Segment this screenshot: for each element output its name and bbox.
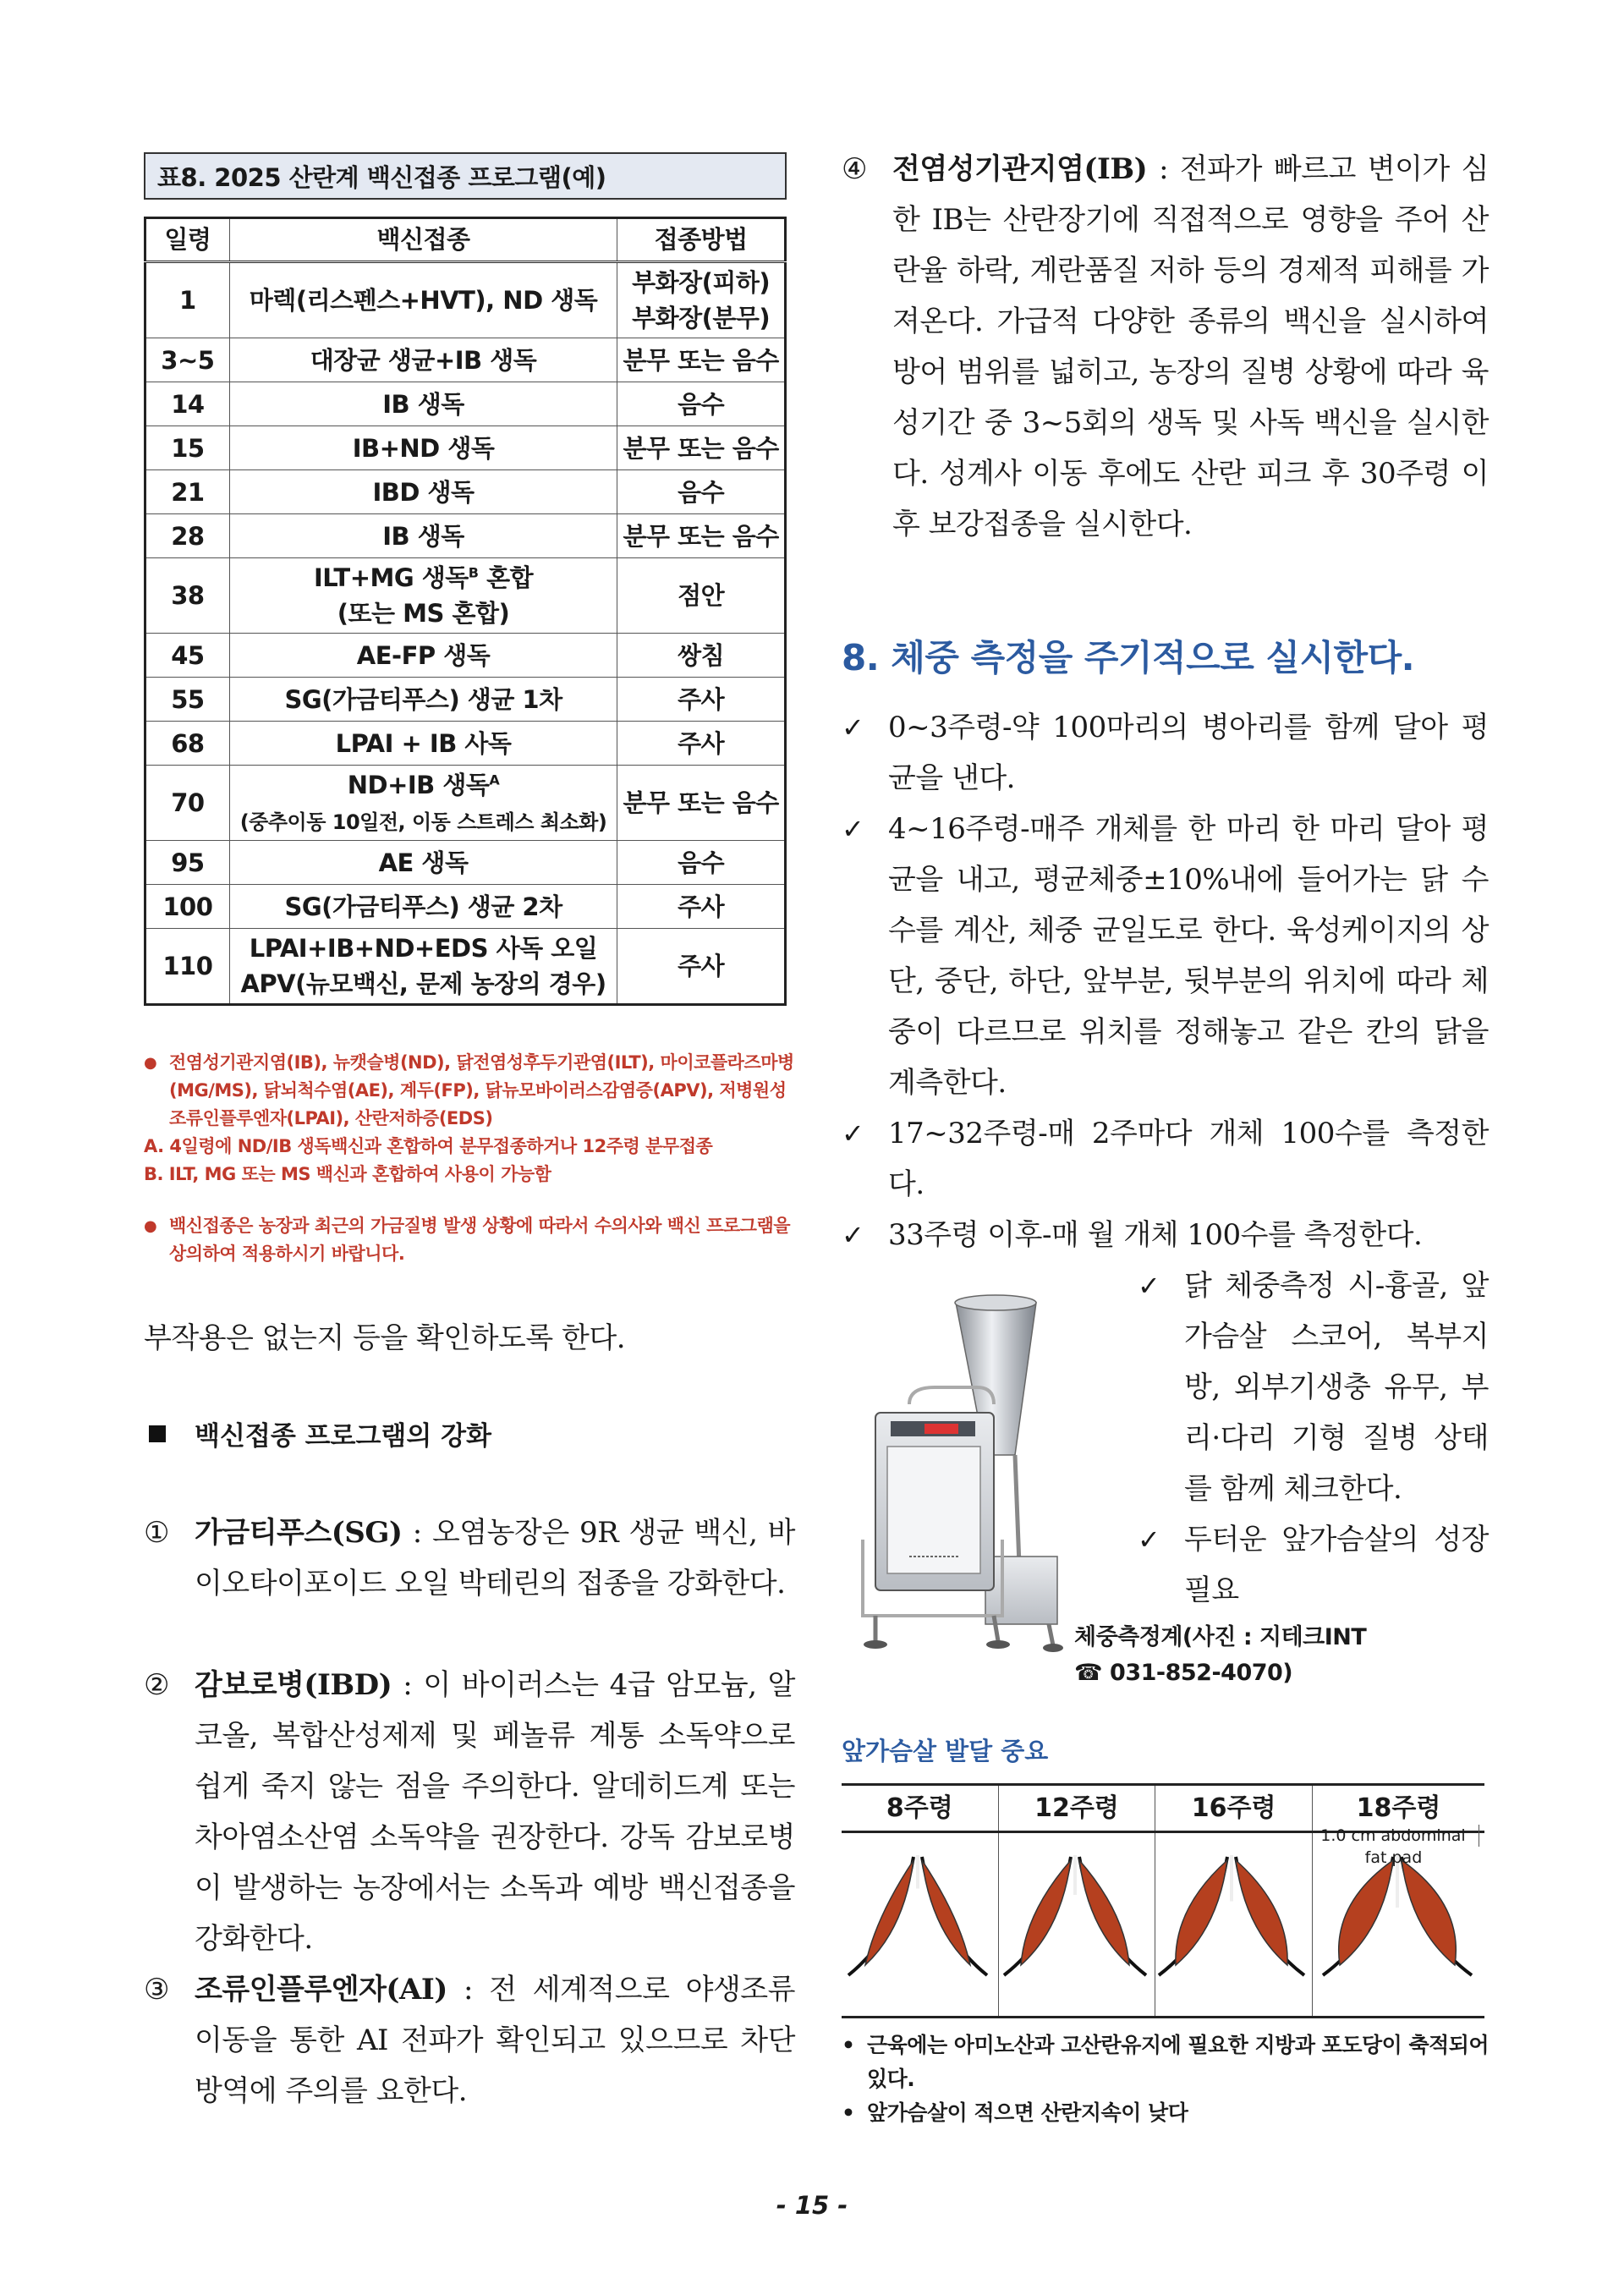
cell-vaccine: IB+ND 생독: [229, 426, 617, 470]
item-number: ②: [144, 1668, 170, 1702]
table-row: [145, 382, 786, 426]
table-row: [145, 722, 786, 766]
item-number: ③: [144, 1973, 170, 2007]
continued-text: 부작용은 없는지 등을 확인하도록 한다.: [144, 1321, 626, 1355]
item-number: ④: [842, 152, 868, 186]
item-description: : 전 세계적으로 야생조류 이동을 통한 AI 전파가 확인되고 있으므로 차단방역에 주의를 요한다.: [195, 1973, 795, 2108]
cell-method: 부화장(피하) 부화장(분무): [617, 262, 786, 338]
check-item: [842, 1210, 1489, 1260]
cell-age: 100: [145, 885, 230, 929]
breast-notes: [842, 2029, 1501, 2130]
header-16-weeks: 16주령: [1155, 1786, 1313, 1831]
vaccine-name: ILT+MG 생독: [313, 563, 469, 593]
square-bullet-icon: [149, 1425, 166, 1442]
header-18-weeks: 18주령: [1356, 1793, 1441, 1823]
vaccine-alt: (또는 MS 혼합): [337, 599, 510, 629]
item-number: ①: [144, 1516, 170, 1550]
breast-muscle-left: [1021, 1860, 1071, 1965]
cell-vaccine: AE-FP 생독: [229, 634, 617, 678]
bullet-icon: ●: [144, 1217, 157, 1235]
check-text: 0~3주령-약 100마리의 병아리를 함께 달아 평균을 낸다.: [888, 711, 1489, 795]
cell-vaccine: LPAI + IB 사독: [229, 722, 617, 766]
scale-caption-line1: 체중측정계(사진 : 지테크INT: [1074, 1624, 1367, 1650]
cell-vaccine: AE 생독: [229, 841, 617, 885]
cell-method: 주사: [617, 929, 786, 1005]
scale-caption-line2: ☎ 031-852-4070): [1074, 1660, 1293, 1686]
item-description: : 오염농장은 9R 생균 백신, 바이오타이포이드 오일 박테린의 접종을 강화한다.: [195, 1516, 795, 1600]
note-b: B. ILT, MG 또는 MS 백신과 혼합하여 사용이 가능함: [144, 1164, 551, 1184]
item-description: : 이 바이러스는 4급 암모늄, 알코올, 복합산성제제 및 페놀류 계통 소독약으로 쉽게 죽지 않는 점을 주의한다. 알데히드계 또는 차아염소산염 소독약을 권장한다. 강독 감보로병이 발생하는 농장에서는 소독과 예방 백신접종을 강화한다.: [195, 1668, 795, 1956]
check-item: [842, 804, 1489, 1108]
cell-method: 분무 또는 음수: [617, 514, 786, 558]
table-row: [145, 841, 786, 885]
check-icon: ✓: [842, 711, 864, 744]
table-row: [145, 426, 786, 470]
check-text: 33주령 이후-매 월 개체 100수를 측정한다.: [888, 1218, 1423, 1252]
table-row: [145, 929, 786, 1005]
bullet-icon: •: [842, 2100, 855, 2125]
check-text: 닭 체중측정 시-흉골, 앞가슴살 스코어, 복부지방, 외부기생충 유무, 부리·다리 기형 질병 상태를 함께 체크한다.: [1184, 1269, 1489, 1506]
header-8-weeks: 8주령: [842, 1786, 999, 1831]
breast-muscle-diagram: [999, 1833, 1151, 2016]
item-term: 조류인플루엔자(AI): [195, 1973, 447, 2007]
cell-vaccine: [229, 766, 617, 841]
item-text: [195, 1964, 795, 2117]
breast-cell: [842, 1833, 999, 2016]
cell-age: 55: [145, 678, 230, 722]
check-item: [842, 1108, 1489, 1210]
table-footnotes: [144, 1049, 795, 1268]
cell-method: 주사: [617, 722, 786, 766]
item-term: 가금티푸스(SG): [195, 1516, 403, 1550]
table-row: [145, 338, 786, 382]
table-title: 표8. 2025 산란계 백신접종 프로그램(예): [144, 152, 787, 200]
cell-method: 음수: [617, 841, 786, 885]
cell-age: 15: [145, 426, 230, 470]
vaccine-program-table: [144, 217, 787, 1006]
vaccine-name: LPAI+IB+ND+EDS 사독 오일: [249, 934, 598, 964]
numbered-item-ib: [842, 144, 1489, 550]
cell-method: 점안: [617, 558, 786, 634]
section-heading: [144, 1414, 795, 1452]
breast-heading: 앞가슴살 발달 중요: [842, 1737, 1049, 1765]
table-row: [145, 262, 786, 338]
check-icon: ✓: [842, 1117, 864, 1150]
weight-section-heading: 8. 체중 측정을 주기적으로 실시한다.: [842, 637, 1415, 678]
cell-age: 68: [145, 722, 230, 766]
breast-note-text: 근육에는 아미노산과 고산란유지에 필요한 지방과 포도당이 축적되어 있다.: [867, 2033, 1490, 2091]
vaccine-note: (중추이동 10일전, 이동 스트레스 최소화): [239, 810, 607, 835]
check-text: 4~16주령-매주 개체를 한 마리 한 마리 달아 평균을 내고, 평균체중±10%내에 들어가는 닭 수수를 계산, 체중 균일도로 한다. 육성케이지의 상단, 중단, 하단, 앞부분, 뒷부분의 위치에 따라 체중이 다르므로 위치를 정해놓고 같은 칸의 닭을 계측한다.: [888, 812, 1489, 1100]
note-abbreviations: [144, 1049, 795, 1133]
table-row: [145, 470, 786, 514]
cell-method: 주사: [617, 885, 786, 929]
cell-age: 70: [145, 766, 230, 841]
breast-muscle-right: [1402, 1860, 1456, 1965]
numbered-item-ai: [144, 1964, 795, 2117]
header-vaccine: 백신접종: [229, 218, 617, 262]
cell-age: 21: [145, 470, 230, 514]
header-method: 접종방법: [617, 218, 786, 262]
header-12-weeks: 12주령: [999, 1786, 1156, 1831]
cell-method: 음수: [617, 470, 786, 514]
table-row: [145, 766, 786, 841]
breast-muscle-right: [1236, 1860, 1287, 1965]
note-a: A. 4일령에 ND/IB 생독백신과 혼합하여 분무접종하거나 12주령 분무접종: [144, 1136, 713, 1156]
page-number: - 15 -: [776, 2191, 848, 2220]
fatpad-label-line2: fat pad: [1364, 1848, 1423, 1867]
cell-vaccine: 대장균 생균+IB 생독: [229, 338, 617, 382]
cell-age: 3~5: [145, 338, 230, 382]
cell-method: 음수: [617, 382, 786, 426]
item-term: 감보로병(IBD): [195, 1668, 392, 1702]
check-item: [1138, 1260, 1489, 1514]
check-text: 17~32주령-매 2주마다 개체 100수를 측정한다.: [888, 1117, 1489, 1201]
breast-note: [842, 2096, 1501, 2130]
breast-cell: [1313, 1826, 1484, 2016]
breast-muscle-right: [1079, 1860, 1129, 1965]
cell-age: 1: [145, 262, 230, 338]
note-abbreviations-text: 전염성기관지염(IB), 뉴캣슬병(ND), 닭전염성후두기관염(ILT), 마이코플라즈마병(MG/MS), 닭뇌척수염(AE), 계두(FP), 닭뉴모바이러스감염증(APV), 저병원성 조류인플루엔자(LPAI), 산란저하증(EDS): [169, 1052, 794, 1128]
cell-age: 45: [145, 634, 230, 678]
cell-vaccine: IB 생독: [229, 382, 617, 426]
note-advice-text: 백신접종은 농장과 최근의 가금질병 발생 상황에 따라서 수의사와 백신 프로그램을 상의하여 적용하시기 바랍니다.: [169, 1216, 791, 1264]
cell-vaccine: SG(가금티푸스) 생균 2차: [229, 885, 617, 929]
check-text: 두터운 앞가슴살의 성장 필요: [1184, 1523, 1489, 1607]
section-heading-text: 백신접종 프로그램의 강화: [195, 1421, 491, 1452]
bullet-icon: •: [842, 2033, 855, 2057]
cell-vaccine: SG(가금티푸스) 생균 1차: [229, 678, 617, 722]
cell-age: 28: [145, 514, 230, 558]
breast-muscle-left: [1176, 1860, 1227, 1965]
breast-muscle-diagram: [1155, 1833, 1308, 2016]
table-row: [145, 514, 786, 558]
cell-method: 주사: [617, 678, 786, 722]
header-age: 일령: [145, 218, 230, 262]
fatpad-label-line1: 1.0 cm abdominal: [1308, 1825, 1479, 1847]
check-icon: ✓: [842, 1219, 864, 1251]
breast-muscle-left: [1339, 1860, 1393, 1965]
cell-method: 분무 또는 음수: [617, 338, 786, 382]
breast-table-cells: [842, 1826, 1484, 2016]
cell-vaccine: [229, 929, 617, 1005]
footnote-mark: A: [489, 771, 500, 788]
cell-vaccine: IB 생독: [229, 514, 617, 558]
vaccine-name-rest: 혼합: [478, 563, 534, 593]
check-icon: ✓: [842, 813, 864, 845]
table-row: [145, 634, 786, 678]
breast-muscle-diagram: [842, 1833, 994, 2016]
cell-age: 14: [145, 382, 230, 426]
cell-vaccine: [229, 558, 617, 634]
item-description: : 전파가 빠르고 변이가 심한 IB는 산란장기에 직접적으로 영향을 주어 산란율 하락, 계란품질 저하 등의 경제적 피해를 가져온다. 가급적 다양한 종류의 백신을 실시하여 방어 범위를 넓히고, 농장의 질병 상황에 따라 육성기간 중 3~5회의 생독 및 사독 백신을 실시한다. 성계사 이동 후에도 산란 피크 후 30주령 이후 보강접종을 실시한다.: [892, 152, 1489, 541]
breast-muscle-left: [865, 1860, 914, 1965]
cell-vaccine: 마렉(리스펜스+HVT), ND 생독: [229, 262, 617, 338]
vaccine-name-2: APV(뉴모백신, 문제 농장의 경우): [240, 969, 606, 999]
cell-vaccine: IBD 생독: [229, 470, 617, 514]
cell-age: 95: [145, 841, 230, 885]
table-row: [145, 885, 786, 929]
cell-method: 쌍침: [617, 634, 786, 678]
breast-muscle-right: [922, 1860, 970, 1965]
item-text: [892, 144, 1489, 550]
breast-cell: [1155, 1833, 1313, 2016]
cell-age: 110: [145, 929, 230, 1005]
breast-development-table: [842, 1783, 1484, 2018]
breast-note: [842, 2029, 1501, 2096]
fatpad-label: [1308, 1825, 1479, 1869]
bullet-icon: ●: [144, 1054, 157, 1072]
weighing-scale-image: [859, 1286, 1078, 1675]
item-text: [195, 1507, 795, 1609]
scale-caption: [1074, 1620, 1366, 1691]
breast-cell: [999, 1833, 1156, 2016]
cell-method: 분무 또는 음수: [617, 766, 786, 841]
table-header-row: [145, 218, 786, 262]
item-text: [195, 1660, 795, 1964]
check-icon: ✓: [1138, 1524, 1160, 1556]
check-icon: ✓: [1138, 1270, 1160, 1302]
item-term: 전염성기관지염(IB): [892, 152, 1148, 186]
table-row: [145, 678, 786, 722]
cell-age: 38: [145, 558, 230, 634]
numbered-item-ibd: [144, 1660, 795, 1964]
breast-note-text: 앞가슴살이 적으면 산란지속이 낮다: [867, 2100, 1188, 2125]
numbered-item-sg: [144, 1507, 795, 1609]
footnote-mark: B: [468, 564, 479, 581]
vaccine-name: ND+IB 생독: [347, 771, 490, 800]
note-advice: [144, 1212, 795, 1268]
check-item: [1138, 1514, 1489, 1616]
cell-method: 분무 또는 음수: [617, 426, 786, 470]
check-item: [842, 702, 1489, 804]
table-row: [145, 558, 786, 634]
